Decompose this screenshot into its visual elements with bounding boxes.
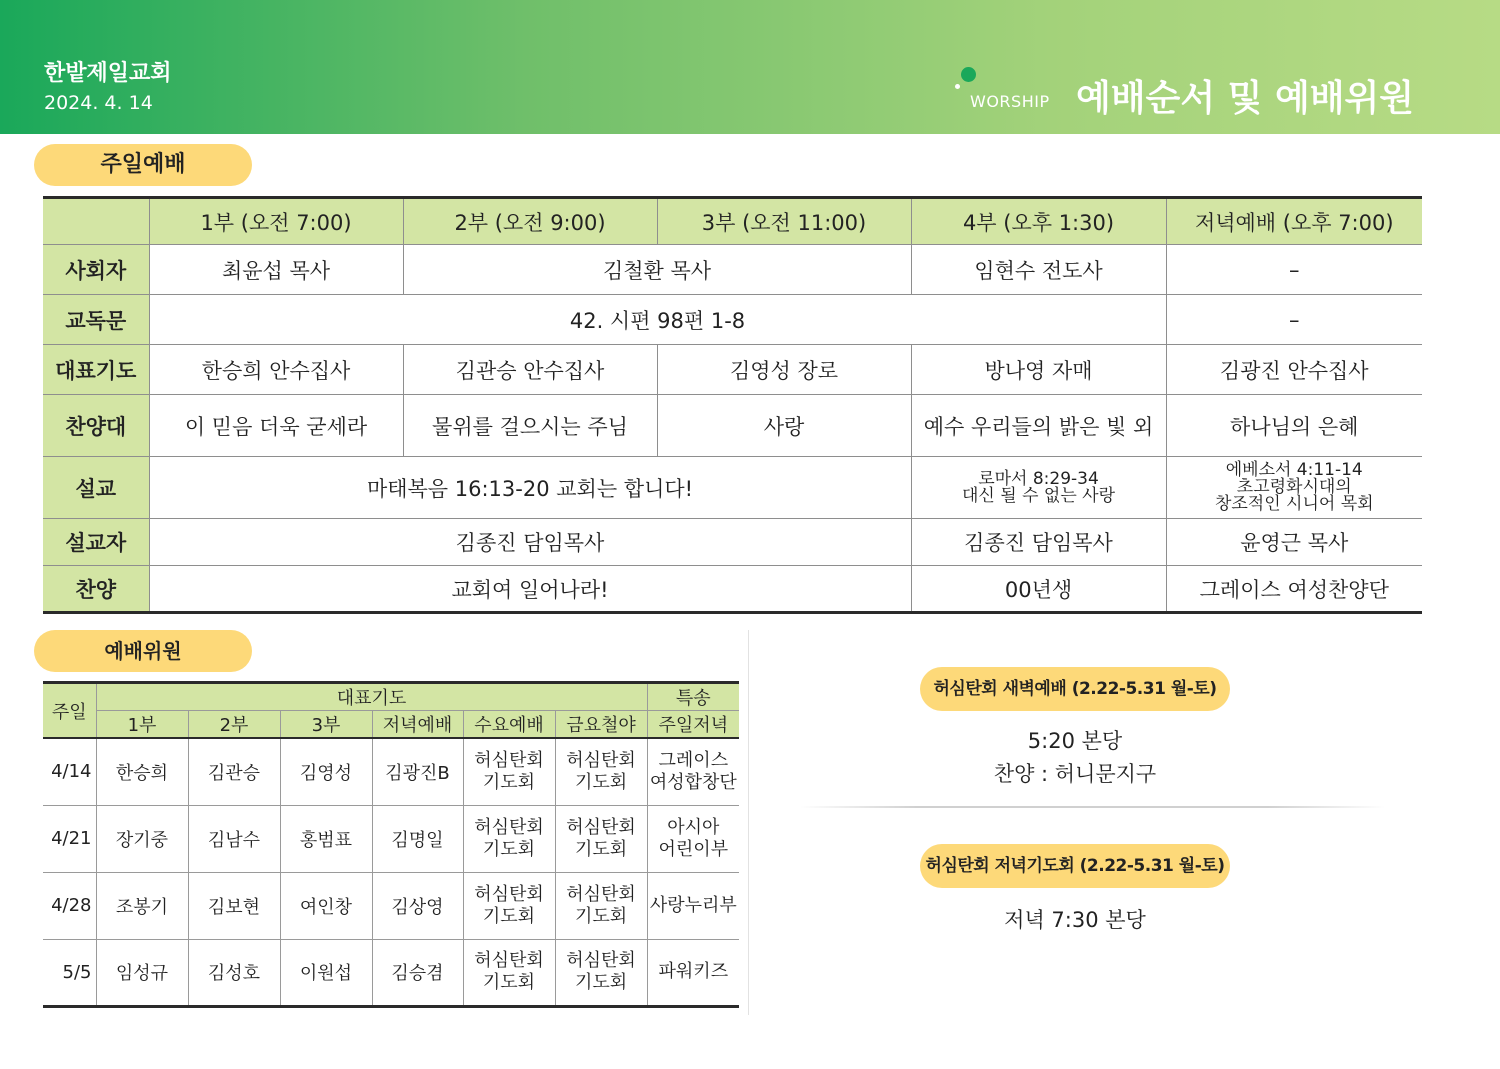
column-header: 2부 (오전 9:00)	[403, 198, 657, 245]
sermon-text: 에베소서 4:11-14	[1225, 460, 1363, 480]
table-cell: 이원섭	[280, 939, 372, 1006]
table-cell: 김종진 담임목사	[911, 519, 1166, 566]
cell-line: 여성합창단	[649, 771, 737, 793]
table-cell: 김철환 목사	[403, 245, 911, 295]
church-name: 한밭제일교회	[44, 61, 172, 86]
table-cell	[463, 738, 555, 805]
evening-prayer-time: 저녁 7:30 본당	[1004, 908, 1146, 932]
table-cell: 김광진 안수집사	[1166, 345, 1422, 395]
table-cell: 김상영	[372, 872, 463, 939]
sunday-service-heading: 주일예배	[34, 144, 252, 186]
table-cell: 김승겸	[372, 939, 463, 1006]
table-cell: 김관승	[188, 738, 280, 805]
row-label: 찬양대	[43, 395, 149, 457]
row-label: 사회자	[43, 245, 149, 295]
table-cell: 윤영근 목사	[1166, 519, 1422, 566]
worship-label: WORSHIP	[970, 92, 1050, 111]
table-cell	[463, 872, 555, 939]
cell-line: 허심탄회	[566, 816, 636, 838]
column-header: 저녁예배 (오후 7:00)	[1166, 198, 1422, 245]
section-divider	[748, 630, 749, 1015]
cell-line: 기도회	[482, 838, 536, 860]
table-row	[43, 345, 1422, 395]
cell-line: 허심탄회	[474, 883, 544, 905]
table-cell: 여인창	[280, 872, 372, 939]
column-header: 1부	[96, 711, 188, 739]
table-cell	[555, 805, 647, 872]
table-cell: 하나님의 은혜	[1166, 395, 1422, 457]
table-header-row	[43, 711, 739, 739]
cell-line: 허심탄회	[474, 749, 544, 771]
sermon-text: 로마서 8:29-34	[978, 468, 1099, 489]
evening-prayer-heading: 허심탄회 저녁기도회 (2.22-5.31 월-토)	[920, 844, 1230, 888]
table-row	[43, 519, 1422, 566]
sermon-title: 대신 될 수 없는 사랑	[962, 485, 1115, 506]
cell-line: 기도회	[574, 905, 628, 927]
table-cell: 물위를 걸으시는 주님	[403, 395, 657, 457]
table-cell: –	[1166, 245, 1422, 295]
worship-staff-table	[43, 681, 739, 1008]
table-cell: 임현수 전도사	[911, 245, 1166, 295]
table-cell: 임성규	[96, 939, 188, 1006]
table-cell	[1166, 457, 1422, 519]
table-cell	[647, 805, 739, 872]
cell-line: 허심탄회	[474, 950, 544, 971]
row-label: 설교자	[43, 519, 149, 566]
row-label: 교독문	[43, 295, 149, 345]
cell-line: 그레이스	[658, 749, 729, 771]
date-cell: 5/5	[43, 939, 96, 1006]
table-cell: 김남수	[188, 805, 280, 872]
table-row	[43, 457, 1422, 519]
date-cell: 4/28	[43, 872, 96, 939]
table-cell: 김명일	[372, 805, 463, 872]
row-label: 설교	[43, 457, 149, 519]
table-row	[43, 245, 1422, 295]
column-header: 1부 (오전 7:00)	[149, 198, 403, 245]
sermon-title: 창조적인 시니어 목회	[1214, 494, 1374, 514]
table-cell: 이 믿음 더욱 굳세라	[149, 395, 403, 457]
column-header: 금요철야	[555, 711, 647, 739]
table-cell: 교회여 일어나라!	[149, 566, 911, 613]
page-title: 예배순서 및 예배위원	[1076, 78, 1415, 119]
column-header: 3부	[280, 711, 372, 739]
green-dot-icon	[961, 67, 976, 82]
sunday-service-table	[43, 196, 1422, 614]
column-group-header: 대표기도	[96, 683, 647, 711]
section-divider	[800, 806, 1385, 808]
cell-line: 기도회	[574, 771, 628, 793]
table-cell: 조봉기	[96, 872, 188, 939]
dawn-service-heading: 허심탄회 새벽예배 (2.22-5.31 월-토)	[920, 667, 1230, 711]
table-cell: 그레이스 여성찬양단	[1166, 566, 1422, 613]
table-row	[43, 805, 739, 872]
table-cell: 김영성 장로	[657, 345, 911, 395]
table-cell	[463, 939, 555, 1006]
table-cell	[555, 738, 647, 805]
cell-line: 기도회	[574, 838, 628, 860]
cell-line: 허심탄회	[566, 883, 636, 905]
dawn-service-time: 5:20 본당	[1027, 729, 1123, 753]
cell-line: 허심탄회	[474, 816, 544, 838]
table-cell: 42. 시편 98편 1-8	[149, 295, 1166, 345]
header-corner	[43, 198, 149, 245]
table-row	[43, 939, 739, 1006]
cell-line: 기도회	[482, 771, 536, 793]
dawn-service-praise: 찬양 : 허니문지구	[993, 762, 1157, 786]
table-cell: 김성호	[188, 939, 280, 1006]
column-header: 주일저녁	[647, 711, 739, 739]
column-header: 2부	[188, 711, 280, 739]
table-cell: 홍범표	[280, 805, 372, 872]
table-cell: 예수 우리들의 밝은 빛 외	[911, 395, 1166, 457]
row-label: 대표기도	[43, 345, 149, 395]
table-cell	[647, 738, 739, 805]
table-row	[43, 566, 1422, 613]
date-cell: 4/21	[43, 805, 96, 872]
row-label: 찬양	[43, 566, 149, 613]
sermon-title: 초고령화시대의	[1236, 477, 1352, 497]
white-dot-icon	[955, 84, 960, 89]
table-cell	[555, 939, 647, 1006]
table-cell: 최윤섭 목사	[149, 245, 403, 295]
table-cell: 김광진B	[372, 738, 463, 805]
table-cell: 마태복음 16:13-20 교회는 합니다!	[149, 457, 911, 519]
date-cell: 4/14	[43, 738, 96, 805]
table-cell: 사랑	[657, 395, 911, 457]
table-cell: 김영성	[280, 738, 372, 805]
cell-line: 아시아	[667, 816, 720, 838]
table-cell: 파워키즈	[647, 939, 739, 1006]
table-cell	[555, 872, 647, 939]
table-cell: 00년생	[911, 566, 1166, 613]
table-row	[43, 295, 1422, 345]
table-row	[43, 395, 1422, 457]
table-cell: 한승희 안수집사	[149, 345, 403, 395]
cell-line: 허심탄회	[566, 950, 636, 971]
table-cell: 김관승 안수집사	[403, 345, 657, 395]
worship-staff-heading: 예배위원	[34, 630, 252, 672]
column-header: 4부 (오후 1:30)	[911, 198, 1166, 245]
table-cell: 방나영 자매	[911, 345, 1166, 395]
table-cell: 한승희	[96, 738, 188, 805]
cell-line: 기도회	[574, 972, 628, 993]
column-header: 수요예배	[463, 711, 555, 739]
table-cell: 사랑누리부	[647, 872, 739, 939]
cell-line: 기도회	[482, 972, 536, 993]
table-row	[43, 872, 739, 939]
table-cell: –	[1166, 295, 1422, 345]
table-cell	[911, 457, 1166, 519]
cell-line: 기도회	[482, 905, 536, 927]
table-row	[43, 738, 739, 805]
column-header: 저녁예배	[372, 711, 463, 739]
table-cell	[463, 805, 555, 872]
column-header: 주일	[43, 683, 96, 739]
table-cell: 장기중	[96, 805, 188, 872]
table-header-row	[43, 198, 1422, 245]
column-group-header: 특송	[647, 683, 739, 711]
cell-line: 어린이부	[658, 838, 729, 860]
bulletin-date: 2024. 4. 14	[44, 92, 153, 114]
column-header: 3부 (오전 11:00)	[657, 198, 911, 245]
cell-line: 허심탄회	[566, 749, 636, 771]
table-cell: 김종진 담임목사	[149, 519, 911, 566]
table-header-row	[43, 683, 739, 711]
table-cell: 김보현	[188, 872, 280, 939]
page-header	[0, 0, 1500, 134]
